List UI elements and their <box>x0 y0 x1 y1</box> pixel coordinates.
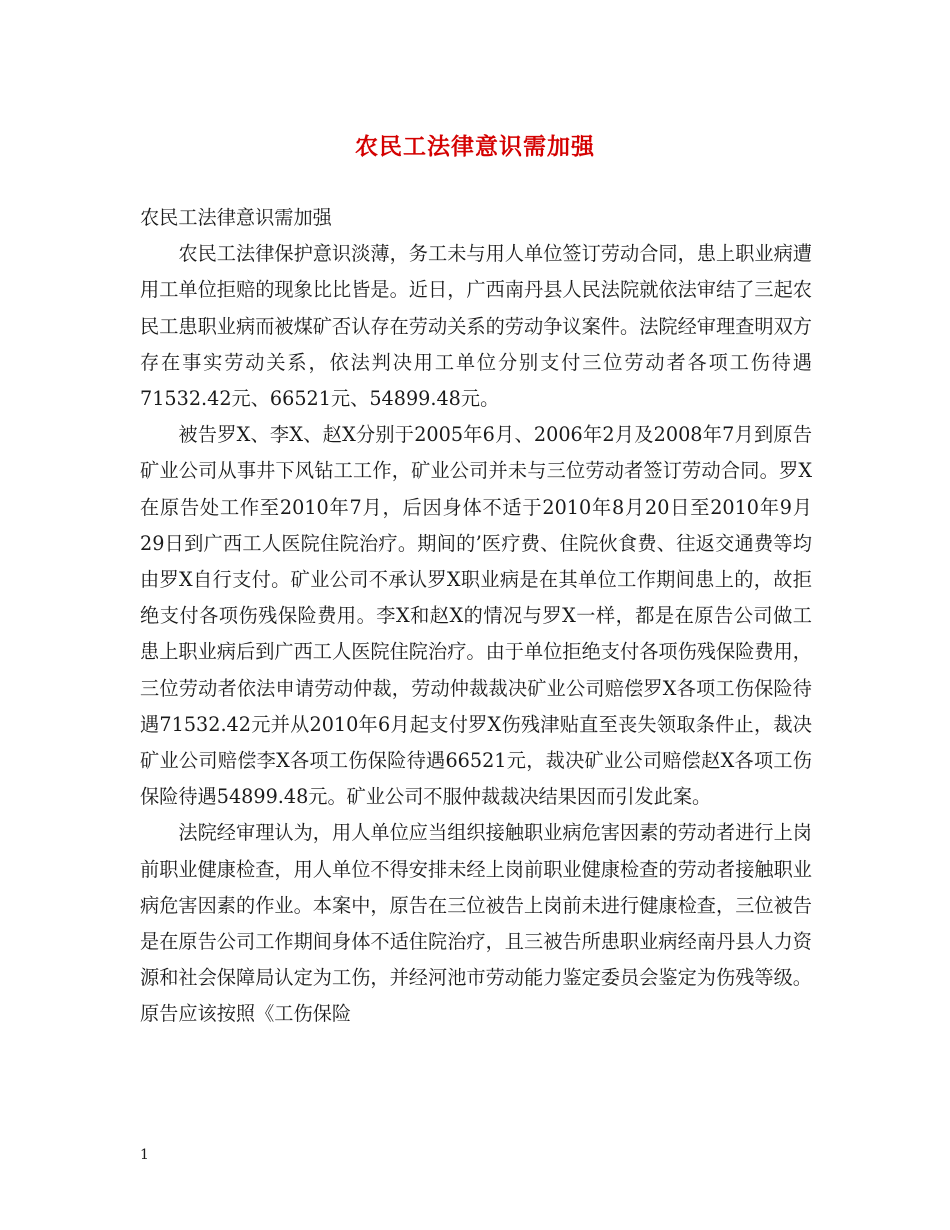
paragraph-2: 被告罗X、李X、赵X分别于2005年6月、2006年2月及2008年7月到原告矿业公司从事井下风钻工工作，矿业公司并未与三位劳动者签订劳动合同。罗X在原告处工作至2010年7月，后因身体不适于2010年8月20日至2010年9月29日到广西工人医院住院治疗。期间的’医疗费、住院伙食费、往返交通费等均由罗X自行支付。矿业公司不承认罗X职业病是在其单位工作期间患上的，故拒绝支付各项伤残保险费用。李X和赵X的情况与罗X一样，都是在原告公司做工患上职业病后到广西工人医院住院治疗。由于单位拒绝支付各项伤残保险费用，三位劳动者依法申请劳动仲裁，劳动仲裁裁决矿业公司赔偿罗X各项工伤保险待遇71532.42元并从2010年6月起支付罗X伤残津贴直至丧失领取条件止，裁决矿业公司赔偿李X各项工伤保险待遇66521元，裁决矿业公司赔偿赵X各项工伤保险待遇54899.48元。矿业公司不服仲裁裁决结果因而引发此案。 <box>140 423 813 809</box>
page-number: 1 <box>140 1147 149 1163</box>
paragraph-3: 法院经审理认为，用人单位应当组织接触职业病危害因素的劳动者进行上岗前职业健康检查，用人单位不得安排未经上岗前职业健康检查的劳动者接触职业病危害因素的作业。本案中，原告在三位被告上岗前未进行健康检查，三位被告是在原告公司工作期间身体不适住院治疗，且三被告所患职业病经南丹县人力资源和社会保障局认定为工伤，并经河池市劳动能力鉴定委员会鉴定为伤残等级。原告应该按照《工伤保险 <box>140 821 812 1026</box>
paragraph-1: 农民工法律保护意识淡薄，务工未与用人单位签订劳动合同，患上职业病遭用工单位拒赔的现象比比皆是。近日，广西南丹县人民法院就依法审结了三起农民工患职业病而被煤矿否认存在劳动关系的劳动争议案件。法院经审理查明双方存在事实劳动关系，依法判决用工单位分别支付三位劳动者各项工伤待遇71532.42元、66521元、54899.48元。 <box>140 242 812 411</box>
document-title: 农民工法律意识需加强 <box>355 133 595 160</box>
document-body <box>140 200 812 1033</box>
document-subtitle: 农民工法律意识需加强 <box>140 206 332 229</box>
